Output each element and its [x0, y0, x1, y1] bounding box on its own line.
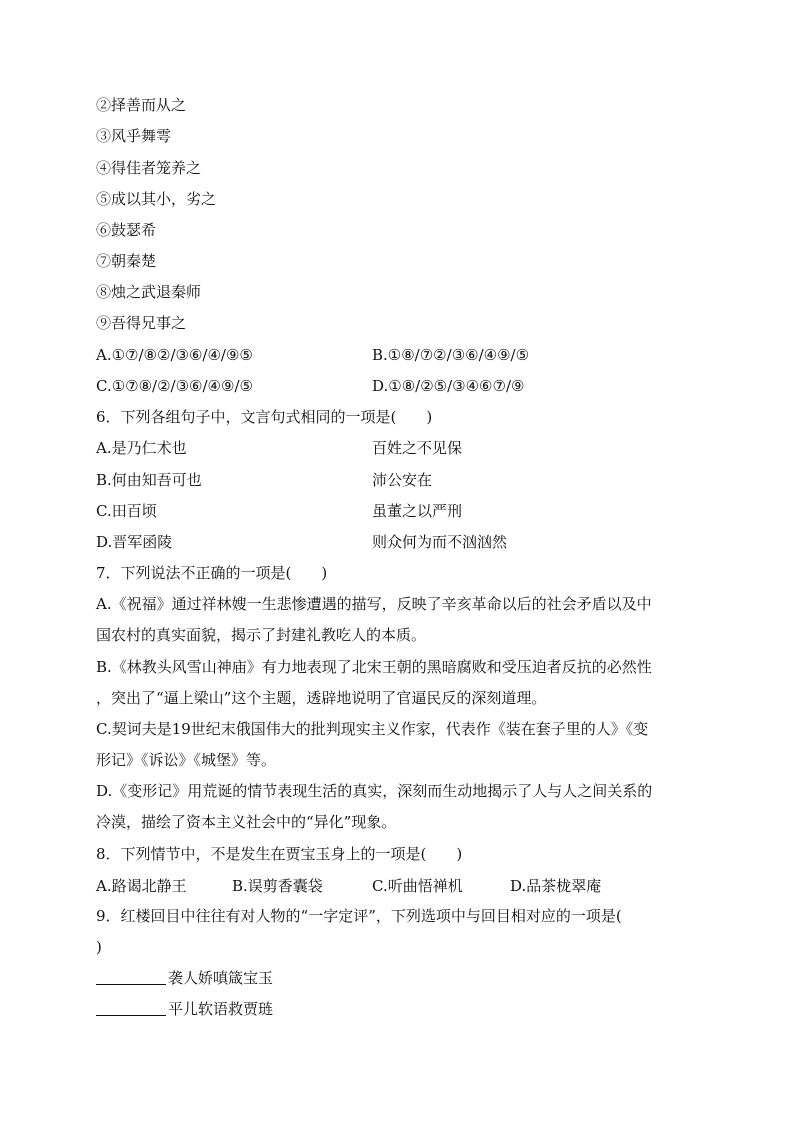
q7-line-7: D.《变形记》用荒诞的情节表现生活的真实，深刻而生动地揭示了人与人之间关系的 — [96, 782, 653, 800]
q7-line-1: A.《祝福》通过祥林嫂一生悲惨遭遇的描写，反映了辛亥革命以后的社会矛盾以及中 — [96, 595, 652, 613]
q6-option-b-left: B.何由知吾可也 — [96, 471, 202, 489]
q8-stem: 8．下列情节中，不是发生在贾宝玉身上的一项是( ) — [96, 845, 463, 863]
q8-option-c: C.听曲悟禅机 — [372, 877, 463, 895]
q5-option-c: C.①⑦⑧/②/③⑥/④⑨/⑤ — [96, 377, 253, 395]
q7-line-4: ，突出了“逼上梁山”这个主题，透辟地说明了官逼民反的深刻道理。 — [96, 689, 547, 707]
q9-blank-row-2 — [96, 999, 273, 1019]
q7-stem: 7．下列说法不正确的一项是( ) — [96, 564, 328, 582]
q5-option-b: B.①⑧/⑦②/③⑥/④⑨/⑤ — [372, 346, 530, 364]
q7-line-5: C.契诃夫是19世纪末俄国伟大的批判现实主义作家，代表作《装在套子里的人》《变 — [96, 720, 649, 738]
q8-options — [0, 875, 794, 895]
q5-option-a: A.①⑦/⑧②/③⑥/④/⑨⑤ — [96, 346, 253, 364]
item-8: ⑧烛之武退秦师 — [96, 283, 202, 301]
item-5: ⑤成以其小，劣之 — [96, 190, 217, 208]
q9-blank-1-text: 袭人娇嗔箴宝玉 — [168, 969, 274, 987]
answer-blank[interactable] — [96, 1000, 166, 1016]
q6-option-d-right: 则众何为而不汹汹然 — [372, 533, 508, 551]
q8-option-a: A.路谒北静王 — [96, 877, 187, 895]
q6-option-c-right: 虽董之以严刑 — [372, 502, 463, 520]
item-3: ③风乎舞雩 — [96, 127, 172, 145]
q9-stem-line-2: ) — [96, 938, 102, 956]
q7-line-6: 形记》《诉讼》《城堡》等。 — [96, 751, 277, 769]
q9-stem-line-1: 9．红楼回目中往往有对人物的“一字定评”，下列选项中与回目相对应的一项是( — [96, 907, 622, 925]
answer-blank[interactable] — [96, 969, 166, 985]
item-9: ⑨吾得兄事之 — [96, 314, 187, 332]
q8-option-b: B.误剪香囊袋 — [232, 877, 323, 895]
q8-option-d: D.品茶栊翠庵 — [510, 877, 602, 895]
q5-option-d: D.①⑧/②⑤/③④⑥⑦/⑨ — [372, 377, 525, 395]
q9-blank-2-text: 平儿软语救贾琏 — [168, 1000, 274, 1018]
q9-blank-row-1 — [96, 968, 273, 988]
item-2: ②择善而从之 — [96, 96, 187, 114]
q7-line-2: 国农村的真实面貌，揭示了封建礼教吃人的本质。 — [96, 626, 427, 644]
q6-option-a-right: 百姓之不见保 — [372, 439, 463, 457]
q6-option-b-right: 沛公安在 — [372, 471, 433, 489]
item-6: ⑥鼓瑟希 — [96, 221, 157, 239]
item-7: ⑦朝秦楚 — [96, 252, 157, 270]
q6-option-c-left: C.田百顷 — [96, 502, 157, 520]
q6-option-d-left: D.晋军函陵 — [96, 533, 173, 551]
q7-line-3: B.《林教头风雪山神庙》有力地表现了北宋王朝的黑暗腐败和受压迫者反抗的必然性 — [96, 658, 652, 676]
q6-option-a-left: A.是乃仁术也 — [96, 439, 187, 457]
q7-line-8: 冷漠，描绘了资本主义社会中的“异化”现象。 — [96, 813, 397, 831]
q6-stem: 6．下列各组句子中，文言句式相同的一项是( ) — [96, 408, 433, 426]
item-4: ④得佳者笼养之 — [96, 159, 202, 177]
